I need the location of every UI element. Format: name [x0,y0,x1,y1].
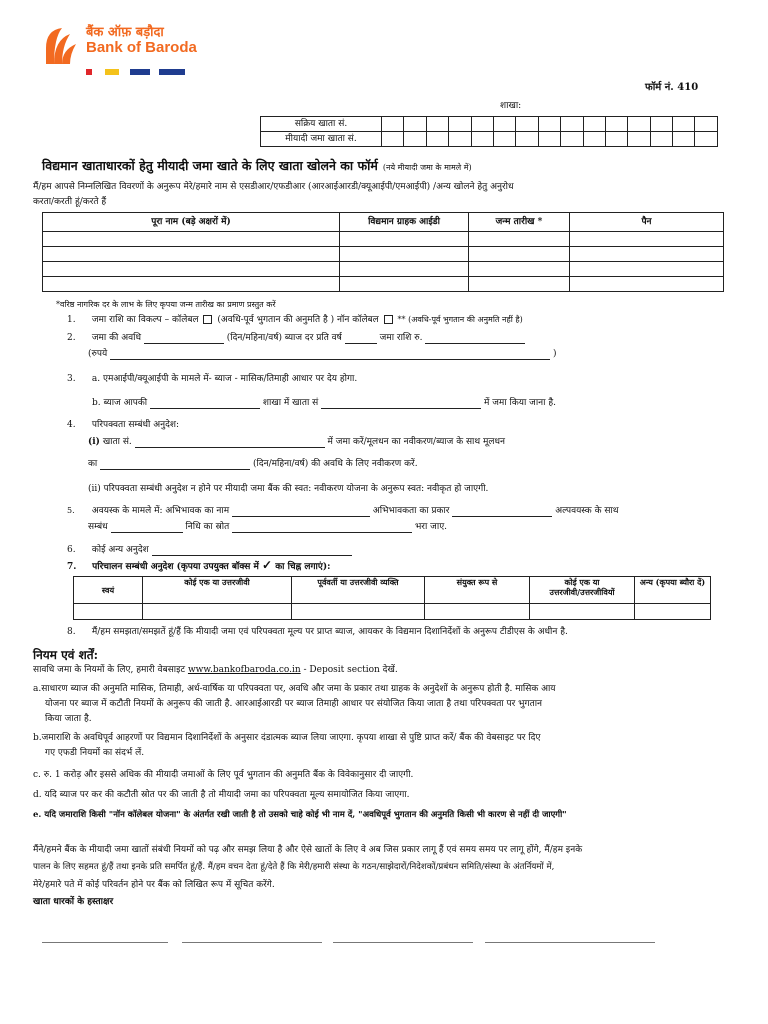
digit-cell[interactable] [516,117,538,132]
interest-branch-field[interactable] [150,398,260,409]
digit-cell[interactable] [493,132,515,147]
table-row [43,277,724,292]
guardianship-type-field[interactable] [452,506,552,517]
pan-cell[interactable] [570,247,724,262]
op-cell-anyone-survivors[interactable] [530,604,635,620]
pan-cell[interactable] [570,277,724,292]
operations-table [73,576,711,620]
signature-line-1[interactable] [42,941,168,943]
digit-cell[interactable] [449,132,471,147]
op-col-other: अन्य (कृपया ब्यौरा दें) [635,577,711,604]
logo-strip [86,60,186,66]
digit-cell[interactable] [628,132,650,147]
terms-intro: सावधि जमा के नियमों के लिए, हमारी वेबसाइट www.bankofbaroda.co.in - Deposit section देखें. [33,665,398,675]
digit-cell[interactable] [471,117,493,132]
term-c: c. रु. 1 करोड़ और इससे अधिक की मीयादी जमाओं के लिए पूर्व भुगतान की अनुमति बैंक के विवेकानुसार दी जाएगी. [33,770,414,780]
item-7: 7. परिचालन सम्बंधी अनुदेश (कृपया उपयुक्त बॉक्स में ✓ का चिह्न लगाएं): [67,558,331,572]
interest-account-field[interactable] [321,398,481,409]
digit-cell[interactable] [426,132,448,147]
item-6: 6. कोई अन्य अनुदेश [67,545,352,556]
name-cell[interactable] [43,277,340,292]
id-cell[interactable] [340,247,469,262]
guardian-name-field[interactable] [232,506,370,517]
dob-cell[interactable] [469,262,570,277]
table-row [43,232,724,247]
signature-line-3[interactable] [333,941,473,943]
declaration-line-2: पालन के लिए सहमत हूं/हैं तथा इनके प्रति समर्पित हूं/हैं. मैं/हम वचन देता हूं/देते हैं कि मेरी/हमारी संस्था के गठन/साझेदारों/निदेशकों/प्रबंधन समिति/संस्था के अंतर्नियमों में, [33,862,555,872]
deposit-amount-field[interactable] [425,333,525,344]
op-cell-other[interactable] [635,604,711,620]
intro-line-1: मैं/हम आपसे निम्नलिखित विवरणों के अनुरूप मेरे/हमारे नाम से एसडीआर/एफडीआर (आरआईआरडी/क्यूआईपी/एमआईपी) /अन्य खोलने हेतु अनुरोध [33,182,514,192]
form-title-main: विद्यमान खाताधारकों हेतु मीयादी जमा खाते के लिए खाता खोलने का फॉर्म [42,158,378,173]
digit-cell[interactable] [404,132,426,147]
term-b-1: b.जमाराशि के अवधिपूर्व आहरणों पर विद्यमान दिशानिर्देशों के अनुसार दंडात्मक ब्याज लिया जाएगा. कृपया शाखा से पुष्टि प्राप्त करें/ बैंक की वेबसाइट पर दिए [33,733,541,743]
name-cell[interactable] [43,247,340,262]
digit-cell[interactable] [583,132,605,147]
item-4-heading: 4. परिपक्वता सम्बंधी अनुदेश: [67,420,180,430]
callable-checkbox[interactable] [203,315,212,324]
digit-cell[interactable] [471,132,493,147]
digit-cell[interactable] [382,117,404,132]
item-4-i: (i) खाता सं. में जमा करें/मूलधन का नवीकरण/ब्याज के साथ मूलधन [88,437,506,447]
col-customer-id: विद्यमान ग्राहक आईडी [340,213,469,232]
id-cell[interactable] [340,277,469,292]
renewal-period-field[interactable] [100,459,250,470]
op-col-former-survivor: पूर्ववर्ती या उत्तरजीवी व्यक्ति [292,577,425,604]
intro-line-2: करता/करती हूं/करते हैं [33,197,107,207]
form-title-sub: (नये मीयादी जमा के मामले में) [382,163,472,172]
item-4-ii: (ii) परिपक्वता सम्बंधी अनुदेश न होने पर मीयादी जमा बैंक की स्वत: नवीकरण योजना के अनुरूप स्वत: नवीकृत हो जाएगी. [88,484,489,494]
signature-heading: खाता धारकों के हस्ताक्षर [33,897,114,907]
other-instruction-field[interactable] [152,545,352,556]
term-d: d. यदि ब्याज पर कर की कटौती स्रोत पर की जाती है तो मीयादी जमा का परिपक्वता मूल्य समायोजित किया जाएगा. [33,790,410,800]
branch-label: शाखा: [500,101,522,111]
item-4-renew: का (दिन/महिना/वर्ष) की अवधि के लिए नवीकरण करें. [88,459,418,469]
name-cell[interactable] [43,232,340,247]
digit-cell[interactable] [673,132,695,147]
item-1: 1. जमा राशि का विकल्प – कॉलेबल (अवधि-पूर्व भुगतान की अनुमति है ) नॉन कॉलेबल ** (अवधि-पूर्व भुगतान की अनुमति नहीं है) [67,315,523,325]
terms-heading: नियम एवं शर्तें: [33,648,98,662]
digit-cell[interactable] [449,117,471,132]
signature-line-2[interactable] [182,941,322,943]
digit-cell[interactable] [561,117,583,132]
col-dob: जन्म तारीख * [469,213,570,232]
op-cell-either-survivor[interactable] [143,604,292,620]
digit-cell[interactable] [516,132,538,147]
digit-cell[interactable] [426,117,448,132]
digit-cell[interactable] [404,117,426,132]
digit-cell[interactable] [583,117,605,132]
form-title [42,155,472,174]
declaration-line-1: मैंने/हमने बैंक के मीयादी जमा खातों संबंधी नियमों को पढ़ और समझ लिया है और ऐसे खातों के लिए वे अब जिस प्रकार लागू हैं एवं समय समय पर लागू होंगे, मैं/हम इनके [33,845,583,855]
op-cell-former-survivor[interactable] [292,604,425,620]
term-b-2: गए एफडी नियमों का संदर्भ लें. [45,748,145,758]
digit-cell[interactable] [561,132,583,147]
form-number: फॉर्म नं. 410 [645,82,699,93]
col-pan: पैन [570,213,724,232]
digit-cell[interactable] [605,117,627,132]
logo-text-english: Bank of Baroda [86,39,197,56]
non-callable-checkbox[interactable] [384,315,393,324]
signature-line-4[interactable] [485,941,655,943]
fd-account-label: मीयादी जमा खाता सं. [261,132,382,147]
op-cell-jointly[interactable] [425,604,530,620]
digit-cell[interactable] [605,132,627,147]
col-full-name: पूरा नाम (बड़े अक्षरों में) [43,213,340,232]
op-cell-self[interactable] [74,604,143,620]
digit-cell[interactable] [538,117,560,132]
amount-in-words-field[interactable] [110,349,550,360]
term-a-2: योजना पर ब्याज में कटौती नियमों के अनुरूप की जाती है. आरआईआरडी पर ब्याज तिमाही आधार पर संयोजित किया जाता है तथा परिपक्वता पर भुगतान [45,699,543,709]
bank-logo [40,22,200,72]
dob-cell[interactable] [469,232,570,247]
pan-cell[interactable] [570,232,724,247]
term-a-1: a.साधारण ब्याज की अनुमति मासिक, तिमाही, अर्ध-वार्षिक या परिपक्वता पर, अवधि और जमा के प्रकार तथा ग्राहक के अनुदेशों के अनुरूप होती है. मासिक आय [33,684,556,694]
item-3b: b. ब्याज आपकी शाखा में खाता सं में जमा किया जाना है. [92,398,557,408]
dob-cell[interactable] [469,247,570,262]
digit-cell[interactable] [538,132,560,147]
term-a-3: किया जाता है. [45,714,92,724]
interest-rate-field[interactable] [345,333,377,344]
digit-cell[interactable] [382,132,404,147]
digit-cell[interactable] [695,132,718,147]
source-of-funds-field[interactable] [232,522,412,533]
active-account-label: सक्रिय खाता सं. [261,117,382,132]
table-row [43,262,724,277]
digit-cell[interactable] [628,117,650,132]
digit-cell[interactable] [493,117,515,132]
digit-cell[interactable] [673,117,695,132]
logo-text-hindi: बैंक ऑफ़ बड़ौदा [86,25,164,40]
item-3a: 3. a. एमआईपी/क्यूआईपी के मामले में- ब्याज - मासिक/तिमाही आधार पर देय होगा. [67,374,358,384]
item-5: 5. अवयस्क के मामले में: अभिभावक का नाम अभिभावकता का प्रकार अल्पवयस्क के साथ [67,506,619,516]
maturity-account-field[interactable] [135,437,325,448]
table-row [43,247,724,262]
declaration-line-3: मेरे/हमारे पते में कोई परिवर्तन होने पर बैंक को लिखित रूप में सूचित करेंगे. [33,880,275,890]
item-5-line2: सम्बंध निधि का स्रोत भरा जाए. [88,522,448,532]
baroda-sun-logo-icon [40,24,82,68]
checkmark-icon: ✓ [261,558,273,572]
dob-cell[interactable] [469,277,570,292]
name-cell[interactable] [43,262,340,277]
op-col-self: स्वयं [74,577,143,604]
term-e: e. यदि जमाराशि किसी "नॉन कॉलेबल योजना" के अंतर्गत रखी जाती है तो उसको चाहे कोई भी नाम दें, "अवधिपूर्व भुगतान की अनुमति किसी भी कारण से नहीं दी जाएगी" [33,810,567,820]
deposit-period-field[interactable] [144,333,224,344]
digit-cell[interactable] [695,117,718,132]
pan-cell[interactable] [570,262,724,277]
item-2: 2. जमा की अवधि (दिन/महिना/वर्ष) ब्याज दर प्रति वर्ष जमा राशि रु. [67,333,525,344]
account-number-grid [260,116,718,147]
id-cell[interactable] [340,262,469,277]
relation-field[interactable] [111,522,183,533]
op-col-either-survivor: कोई एक या उत्तरजीवी [143,577,292,604]
item-2-words: (रुपये ) [88,349,557,359]
holders-table [42,212,724,292]
bank-website-link[interactable]: www.bankofbaroda.co.in [187,665,301,675]
senior-citizen-note: *वरिष्ठ नागरिक दर के लाभ के लिए कृपया जन्म तारीख का प्रमाण प्रस्तुत करें [56,300,276,309]
op-col-anyone-survivors: कोई एक या उत्तरजीवी/उत्तरजीवियों [530,577,635,604]
item-8: 8. मैं/हम समझता/समझतें हूं/हैं कि मीयादी जमा एवं परिपक्वता मूल्य पर प्राप्त ब्याज, आयकर के विद्यमान दिशानिर्देशों के अनुरूप टीडीएस के अधीन है. [67,627,568,637]
id-cell[interactable] [340,232,469,247]
digit-cell[interactable] [650,132,672,147]
op-col-jointly: संयुक्त रूप से [425,577,530,604]
digit-cell[interactable] [650,117,672,132]
